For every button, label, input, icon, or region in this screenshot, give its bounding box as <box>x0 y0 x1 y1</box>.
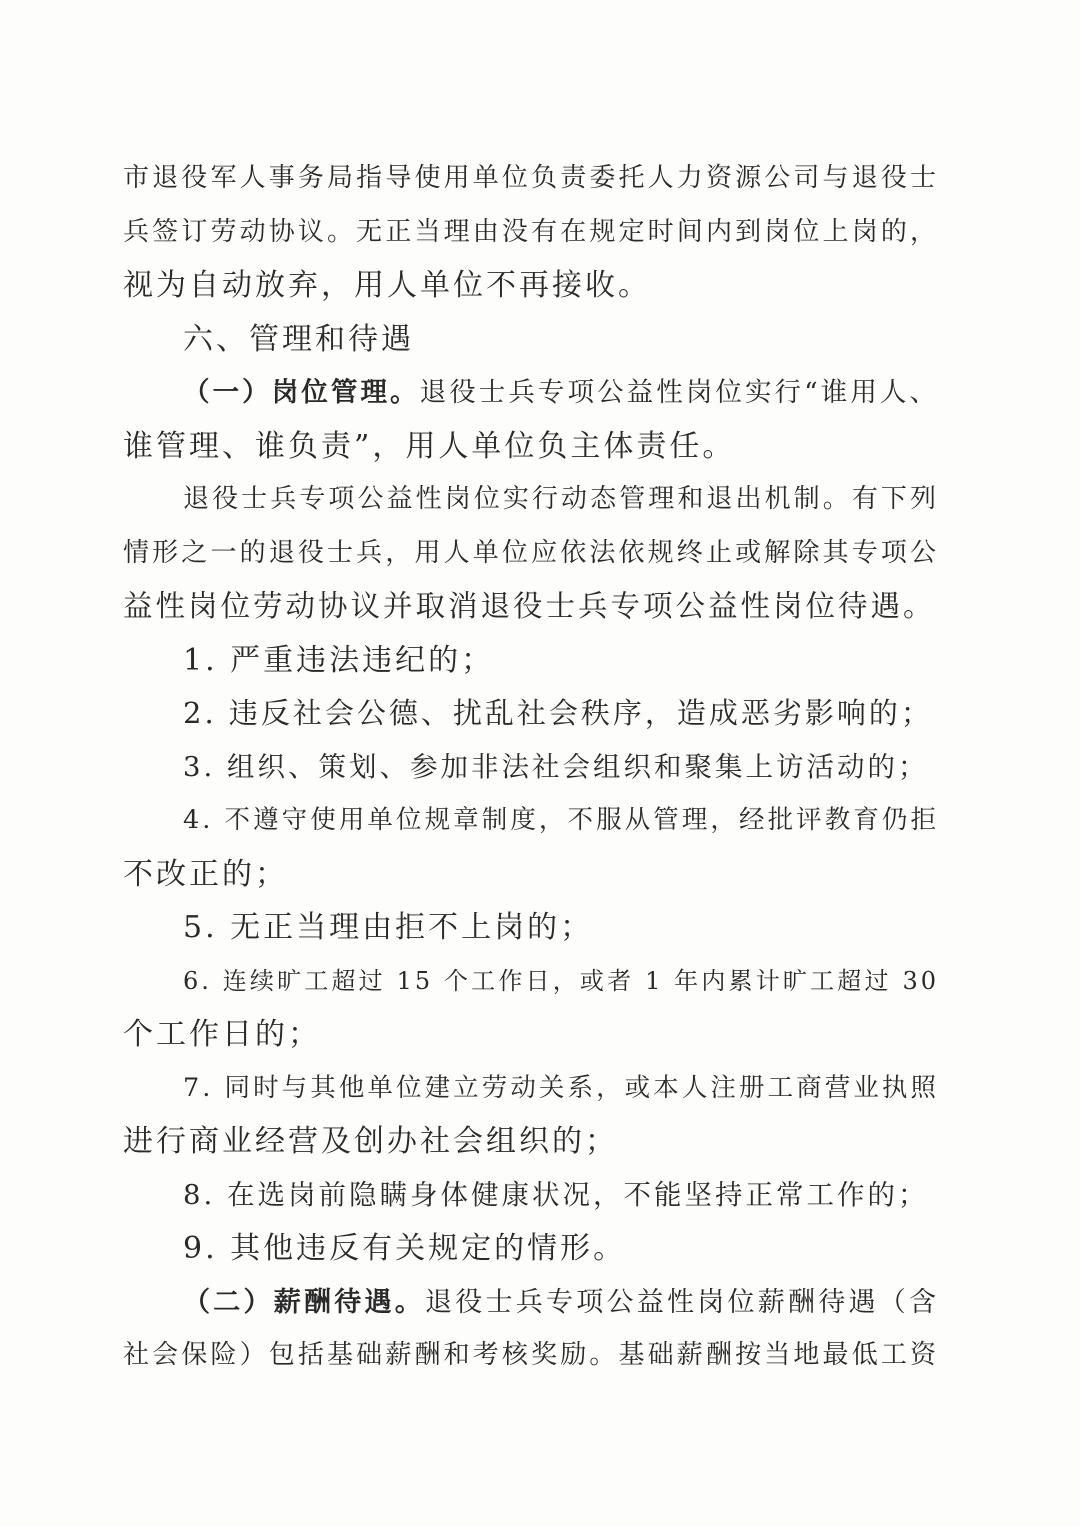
list-item-continuation: 进行商业经营及创办社会组织的； <box>123 1124 618 1159</box>
list-item: 5. 无正当理由拒不上岗的； <box>183 910 594 945</box>
list-item-continuation: 个工作日的； <box>123 1017 321 1052</box>
paragraph-line: 社会保险）包括基础薪酬和考核奖励。基础薪酬按当地最低工资 <box>123 1340 939 1370</box>
paragraph-line: 市退役军人事务局指导使用单位负责委托人力资源公司与退役士 <box>123 163 939 193</box>
list-item: 1. 严重违法违纪的； <box>183 642 495 678</box>
list-item: 6. 连续旷工超过 15 个工作日，或者 1 年内累计旷工超过 30 <box>183 966 939 995</box>
list-item: 7. 同时与其他单位建立劳动关系，或本人注册工商营业执照 <box>183 1072 939 1103</box>
paragraph-line <box>123 1276 939 1330</box>
document-body <box>123 152 939 1383</box>
paragraph-line: 视为自动放弃，用人单位不再接收。 <box>123 268 651 303</box>
subheading-salary: （二）薪酬待遇。 <box>183 1286 425 1318</box>
paragraph-line: 退役士兵专项公益性岗位实行动态管理和退出机制。有下列 <box>183 484 939 514</box>
paragraph-line <box>123 366 939 420</box>
list-item: 9. 其他违反有关规定的情形。 <box>183 1231 627 1266</box>
paragraph-line: 兵签订劳动协议。无正当理由没有在规定时间内到岗位上岗的， <box>123 216 939 247</box>
list-item: 8. 在选岗前隐瞒身体健康状况，不能坚持正常工作的； <box>183 1178 929 1211</box>
list-item: 3. 组织、策划、参加非法社会组织和聚集上访活动的； <box>183 750 929 783</box>
subheading-post-management: （一）岗位管理。 <box>183 377 420 408</box>
paragraph-line: 益性岗位劳动协议并取消退役士兵专项公益性岗位待遇。 <box>123 589 936 623</box>
list-item: 2. 违反社会公德、扰乱社会秩序，造成恶劣影响的； <box>183 696 933 730</box>
paragraph-text: 退役士兵专项公益性岗位薪酬待遇（含 <box>425 1286 939 1318</box>
list-item: 4. 不遵守使用单位规章制度，不服从管理，经批评教育仍拒 <box>183 805 939 835</box>
paragraph-line: 谁管理、谁负责”，用人单位负主体责任。 <box>123 428 736 464</box>
paragraph-line: 情形之一的退役士兵，用人单位应依法依规终止或解除其专项公 <box>123 537 939 568</box>
paragraph-text: 退役士兵专项公益性岗位实行“谁用人、 <box>419 377 939 408</box>
section-heading-management: 六、管理和待遇 <box>183 321 414 357</box>
list-item-continuation: 不改正的； <box>123 856 288 892</box>
